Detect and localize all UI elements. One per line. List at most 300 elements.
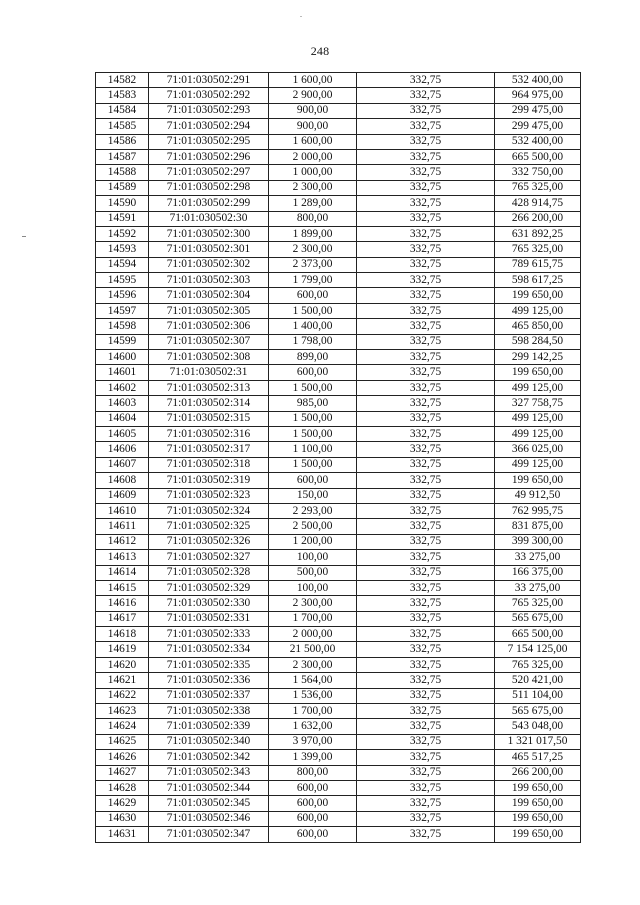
area-cell: 600,00 — [269, 796, 357, 811]
area-cell: 600,00 — [269, 780, 357, 795]
cadastral-number-cell: 71:01:030502:346 — [149, 811, 269, 826]
area-cell: 1 799,00 — [269, 273, 357, 288]
area-cell: 1 400,00 — [269, 319, 357, 334]
cadastral-number-cell: 71:01:030502:338 — [149, 704, 269, 719]
cadastral-number-cell: 71:01:030502:339 — [149, 719, 269, 734]
cadastral-value-cell: 499 125,00 — [495, 303, 581, 318]
row-number-cell: 14624 — [96, 719, 149, 734]
cadastral-number-cell: 71:01:030502:30 — [149, 211, 269, 226]
table-row — [96, 149, 581, 164]
row-number-cell: 14606 — [96, 442, 149, 457]
cadastral-value-cell: 765 325,00 — [495, 242, 581, 257]
cadastral-value-cell: 665 500,00 — [495, 149, 581, 164]
cadastral-number-cell: 71:01:030502:297 — [149, 165, 269, 180]
cadastral-number-cell: 71:01:030502:331 — [149, 611, 269, 626]
cadastral-value-cell: 565 675,00 — [495, 611, 581, 626]
table-row — [96, 103, 581, 118]
area-cell: 1 000,00 — [269, 165, 357, 180]
table-row — [96, 519, 581, 534]
unit-value-cell: 332,75 — [357, 473, 495, 488]
cadastral-number-cell: 71:01:030502:325 — [149, 519, 269, 534]
area-cell: 2 900,00 — [269, 88, 357, 103]
cadastral-value-cell: 511 104,00 — [495, 688, 581, 703]
cadastral-number-cell: 71:01:030502:329 — [149, 580, 269, 595]
cadastral-number-cell: 71:01:030502:330 — [149, 596, 269, 611]
row-number-cell: 14627 — [96, 765, 149, 780]
unit-value-cell: 332,75 — [357, 811, 495, 826]
area-cell: 150,00 — [269, 488, 357, 503]
unit-value-cell: 332,75 — [357, 426, 495, 441]
table-row — [96, 442, 581, 457]
cadastral-number-cell: 71:01:030502:327 — [149, 550, 269, 565]
cadastral-number-cell: 71:01:030502:324 — [149, 503, 269, 518]
row-number-cell: 14628 — [96, 780, 149, 795]
table-row — [96, 673, 581, 688]
cadastral-number-cell: 71:01:030502:292 — [149, 88, 269, 103]
cadastral-number-cell: 71:01:030502:342 — [149, 750, 269, 765]
cadastral-value-cell: 598 617,25 — [495, 273, 581, 288]
row-number-cell: 14625 — [96, 734, 149, 749]
cadastral-number-cell: 71:01:030502:303 — [149, 273, 269, 288]
row-number-cell: 14585 — [96, 119, 149, 134]
unit-value-cell: 332,75 — [357, 288, 495, 303]
table-row — [96, 319, 581, 334]
row-number-cell: 14615 — [96, 580, 149, 595]
cadastral-value-cell: 266 200,00 — [495, 211, 581, 226]
row-number-cell: 14602 — [96, 380, 149, 395]
row-number-cell: 14617 — [96, 611, 149, 626]
area-cell: 900,00 — [269, 119, 357, 134]
row-number-cell: 14592 — [96, 226, 149, 241]
unit-value-cell: 332,75 — [357, 519, 495, 534]
row-number-cell: 14595 — [96, 273, 149, 288]
row-number-cell: 14608 — [96, 473, 149, 488]
cadastral-value-cell: 499 125,00 — [495, 426, 581, 441]
cadastral-number-cell: 71:01:030502:343 — [149, 765, 269, 780]
table-row — [96, 273, 581, 288]
table-row — [96, 365, 581, 380]
cadastral-value-cell: 299 475,00 — [495, 119, 581, 134]
cadastral-value-cell: 765 325,00 — [495, 596, 581, 611]
area-cell: 1 700,00 — [269, 704, 357, 719]
table-row — [96, 457, 581, 472]
area-cell: 899,00 — [269, 350, 357, 365]
row-number-cell: 14618 — [96, 627, 149, 642]
cadastral-value-cell: 332 750,00 — [495, 165, 581, 180]
cadastral-value-cell: 266 200,00 — [495, 765, 581, 780]
unit-value-cell: 332,75 — [357, 350, 495, 365]
cadastral-number-cell: 71:01:030502:326 — [149, 534, 269, 549]
cadastral-number-cell: 71:01:030502:314 — [149, 396, 269, 411]
row-number-cell: 14594 — [96, 257, 149, 272]
unit-value-cell: 332,75 — [357, 242, 495, 257]
cadastral-value-cell: 565 675,00 — [495, 704, 581, 719]
row-number-cell: 14598 — [96, 319, 149, 334]
unit-value-cell: 332,75 — [357, 165, 495, 180]
cadastral-number-cell: 71:01:030502:323 — [149, 488, 269, 503]
scan-artifact — [300, 16, 302, 17]
row-number-cell: 14590 — [96, 196, 149, 211]
cadastral-value-cell: 532 400,00 — [495, 134, 581, 149]
unit-value-cell: 332,75 — [357, 503, 495, 518]
area-cell: 1 632,00 — [269, 719, 357, 734]
table-row — [96, 565, 581, 580]
unit-value-cell: 332,75 — [357, 565, 495, 580]
cadastral-value-cell: 520 421,00 — [495, 673, 581, 688]
area-cell: 2 300,00 — [269, 657, 357, 672]
unit-value-cell: 332,75 — [357, 273, 495, 288]
unit-value-cell: 332,75 — [357, 780, 495, 795]
cadastral-value-cell: 665 500,00 — [495, 627, 581, 642]
row-number-cell: 14588 — [96, 165, 149, 180]
cadastral-value-cell: 199 650,00 — [495, 365, 581, 380]
unit-value-cell: 332,75 — [357, 226, 495, 241]
cadastral-value-cell: 299 142,25 — [495, 350, 581, 365]
cadastral-value-cell: 199 650,00 — [495, 796, 581, 811]
unit-value-cell: 332,75 — [357, 673, 495, 688]
unit-value-cell: 332,75 — [357, 611, 495, 626]
cadastral-value-cell: 327 758,75 — [495, 396, 581, 411]
page-number: 248 — [310, 44, 330, 58]
cadastral-number-cell: 71:01:030502:334 — [149, 642, 269, 657]
area-cell: 800,00 — [269, 211, 357, 226]
cadastral-number-cell: 71:01:030502:336 — [149, 673, 269, 688]
cadastral-number-cell: 71:01:030502:294 — [149, 119, 269, 134]
table-row — [96, 534, 581, 549]
table-row — [96, 657, 581, 672]
area-cell: 1 798,00 — [269, 334, 357, 349]
table-row — [96, 426, 581, 441]
cadastral-number-cell: 71:01:030502:318 — [149, 457, 269, 472]
table-row — [96, 226, 581, 241]
table-row — [96, 704, 581, 719]
table-row — [96, 334, 581, 349]
row-number-cell: 14611 — [96, 519, 149, 534]
cadastral-value-cell: 399 300,00 — [495, 534, 581, 549]
row-number-cell: 14596 — [96, 288, 149, 303]
table-row — [96, 396, 581, 411]
row-number-cell: 14607 — [96, 457, 149, 472]
area-cell: 1 500,00 — [269, 426, 357, 441]
table-row — [96, 750, 581, 765]
cadastral-value-cell: 199 650,00 — [495, 811, 581, 826]
unit-value-cell: 332,75 — [357, 642, 495, 657]
table-row — [96, 165, 581, 180]
row-number-cell: 14619 — [96, 642, 149, 657]
unit-value-cell: 332,75 — [357, 596, 495, 611]
cadastral-number-cell: 71:01:030502:296 — [149, 149, 269, 164]
area-cell: 2 500,00 — [269, 519, 357, 534]
table-row — [96, 88, 581, 103]
row-number-cell: 14621 — [96, 673, 149, 688]
row-number-cell: 14623 — [96, 704, 149, 719]
row-number-cell: 14584 — [96, 103, 149, 118]
unit-value-cell: 332,75 — [357, 134, 495, 149]
area-cell: 1 536,00 — [269, 688, 357, 703]
area-cell: 600,00 — [269, 288, 357, 303]
table-row — [96, 765, 581, 780]
unit-value-cell: 332,75 — [357, 796, 495, 811]
unit-value-cell: 332,75 — [357, 704, 495, 719]
area-cell: 2 293,00 — [269, 503, 357, 518]
unit-value-cell: 332,75 — [357, 88, 495, 103]
unit-value-cell: 332,75 — [357, 180, 495, 195]
table-row — [96, 734, 581, 749]
cadastral-value-cell: 765 325,00 — [495, 180, 581, 195]
area-cell: 500,00 — [269, 565, 357, 580]
area-cell: 900,00 — [269, 103, 357, 118]
table-row — [96, 242, 581, 257]
unit-value-cell: 332,75 — [357, 534, 495, 549]
row-number-cell: 14609 — [96, 488, 149, 503]
table-row — [96, 288, 581, 303]
cadastral-number-cell: 71:01:030502:304 — [149, 288, 269, 303]
unit-value-cell: 332,75 — [357, 719, 495, 734]
table-row — [96, 642, 581, 657]
cadastral-value-cell: 428 914,75 — [495, 196, 581, 211]
area-cell: 1 700,00 — [269, 611, 357, 626]
row-number-cell: 14589 — [96, 180, 149, 195]
unit-value-cell: 332,75 — [357, 103, 495, 118]
area-cell: 600,00 — [269, 365, 357, 380]
area-cell: 1 564,00 — [269, 673, 357, 688]
cadastral-value-cell: 631 892,25 — [495, 226, 581, 241]
table-row — [96, 611, 581, 626]
area-cell: 800,00 — [269, 765, 357, 780]
area-cell: 1 600,00 — [269, 134, 357, 149]
cadastral-number-cell: 71:01:030502:328 — [149, 565, 269, 580]
table-body — [96, 73, 581, 843]
row-number-cell: 14631 — [96, 827, 149, 842]
row-number-cell: 14620 — [96, 657, 149, 672]
unit-value-cell: 332,75 — [357, 303, 495, 318]
cadastral-value-cell: 465 517,25 — [495, 750, 581, 765]
table-row — [96, 350, 581, 365]
table-row — [96, 627, 581, 642]
row-number-cell: 14593 — [96, 242, 149, 257]
cadastral-value-cell: 199 650,00 — [495, 780, 581, 795]
unit-value-cell: 332,75 — [357, 488, 495, 503]
unit-value-cell: 332,75 — [357, 657, 495, 672]
cadastral-value-cell: 765 325,00 — [495, 657, 581, 672]
cadastral-value-cell: 166 375,00 — [495, 565, 581, 580]
area-cell: 2 300,00 — [269, 180, 357, 195]
cadastral-number-cell: 71:01:030502:316 — [149, 426, 269, 441]
cadastral-number-cell: 71:01:030502:335 — [149, 657, 269, 672]
unit-value-cell: 332,75 — [357, 411, 495, 426]
cadastral-number-cell: 71:01:030502:315 — [149, 411, 269, 426]
table-row — [96, 380, 581, 395]
cadastral-number-cell: 71:01:030502:345 — [149, 796, 269, 811]
table-row — [96, 688, 581, 703]
area-cell: 1 200,00 — [269, 534, 357, 549]
cadastral-number-cell: 71:01:030502:306 — [149, 319, 269, 334]
cadastral-number-cell: 71:01:030502:298 — [149, 180, 269, 195]
area-cell: 1 100,00 — [269, 442, 357, 457]
cadastral-value-cell: 598 284,50 — [495, 334, 581, 349]
row-number-cell: 14605 — [96, 426, 149, 441]
cadastral-number-cell: 71:01:030502:295 — [149, 134, 269, 149]
table-row — [96, 596, 581, 611]
cadastral-number-cell: 71:01:030502:313 — [149, 380, 269, 395]
row-number-cell: 14601 — [96, 365, 149, 380]
cadastral-number-cell: 71:01:030502:337 — [149, 688, 269, 703]
cadastral-value-cell: 1 321 017,50 — [495, 734, 581, 749]
row-number-cell: 14610 — [96, 503, 149, 518]
cadastral-value-cell: 831 875,00 — [495, 519, 581, 534]
area-cell: 100,00 — [269, 550, 357, 565]
cadastral-number-cell: 71:01:030502:333 — [149, 627, 269, 642]
unit-value-cell: 332,75 — [357, 211, 495, 226]
row-number-cell: 14591 — [96, 211, 149, 226]
area-cell: 2 300,00 — [269, 242, 357, 257]
unit-value-cell: 332,75 — [357, 750, 495, 765]
unit-value-cell: 332,75 — [357, 380, 495, 395]
row-number-cell: 14597 — [96, 303, 149, 318]
row-number-cell: 14582 — [96, 73, 149, 88]
cadastral-number-cell: 71:01:030502:347 — [149, 827, 269, 842]
cadastral-value-cell: 33 275,00 — [495, 550, 581, 565]
cadastral-number-cell: 71:01:030502:308 — [149, 350, 269, 365]
area-cell: 3 970,00 — [269, 734, 357, 749]
area-cell: 2 373,00 — [269, 257, 357, 272]
cadastral-value-table — [95, 72, 581, 843]
row-number-cell: 14612 — [96, 534, 149, 549]
row-number-cell: 14613 — [96, 550, 149, 565]
unit-value-cell: 332,75 — [357, 196, 495, 211]
cadastral-value-cell: 366 025,00 — [495, 442, 581, 457]
area-cell: 600,00 — [269, 827, 357, 842]
unit-value-cell: 332,75 — [357, 334, 495, 349]
cadastral-value-cell: 7 154 125,00 — [495, 642, 581, 657]
table-row — [96, 119, 581, 134]
unit-value-cell: 332,75 — [357, 827, 495, 842]
cadastral-value-cell: 199 650,00 — [495, 827, 581, 842]
cadastral-value-cell: 499 125,00 — [495, 380, 581, 395]
cadastral-value-cell: 789 615,75 — [495, 257, 581, 272]
area-cell: 600,00 — [269, 811, 357, 826]
unit-value-cell: 332,75 — [357, 688, 495, 703]
row-number-cell: 14626 — [96, 750, 149, 765]
row-number-cell: 14616 — [96, 596, 149, 611]
cadastral-number-cell: 71:01:030502:291 — [149, 73, 269, 88]
row-number-cell: 14599 — [96, 334, 149, 349]
cadastral-number-cell: 71:01:030502:301 — [149, 242, 269, 257]
cadastral-number-cell: 71:01:030502:300 — [149, 226, 269, 241]
table-row — [96, 180, 581, 195]
area-cell: 985,00 — [269, 396, 357, 411]
table-row — [96, 73, 581, 88]
table-row — [96, 303, 581, 318]
cadastral-number-cell: 71:01:030502:340 — [149, 734, 269, 749]
cadastral-value-cell: 33 275,00 — [495, 580, 581, 595]
cadastral-number-cell: 71:01:030502:302 — [149, 257, 269, 272]
table-row — [96, 473, 581, 488]
row-number-cell: 14629 — [96, 796, 149, 811]
table-row — [96, 580, 581, 595]
unit-value-cell: 332,75 — [357, 319, 495, 334]
table-row — [96, 411, 581, 426]
area-cell: 1 500,00 — [269, 411, 357, 426]
unit-value-cell: 332,75 — [357, 396, 495, 411]
unit-value-cell: 332,75 — [357, 119, 495, 134]
cadastral-value-cell: 532 400,00 — [495, 73, 581, 88]
cadastral-value-cell: 299 475,00 — [495, 103, 581, 118]
table-row — [96, 796, 581, 811]
row-number-cell: 14614 — [96, 565, 149, 580]
row-number-cell: 14604 — [96, 411, 149, 426]
table-row — [96, 488, 581, 503]
cadastral-value-cell: 465 850,00 — [495, 319, 581, 334]
area-cell: 1 399,00 — [269, 750, 357, 765]
scan-artifact — [22, 236, 26, 237]
cadastral-number-cell: 71:01:030502:307 — [149, 334, 269, 349]
unit-value-cell: 332,75 — [357, 627, 495, 642]
unit-value-cell: 332,75 — [357, 442, 495, 457]
table-row — [96, 503, 581, 518]
unit-value-cell: 332,75 — [357, 73, 495, 88]
area-cell: 1 600,00 — [269, 73, 357, 88]
area-cell: 1 289,00 — [269, 196, 357, 211]
area-cell: 1 500,00 — [269, 303, 357, 318]
cadastral-value-cell: 49 912,50 — [495, 488, 581, 503]
unit-value-cell: 332,75 — [357, 257, 495, 272]
row-number-cell: 14583 — [96, 88, 149, 103]
cadastral-value-cell: 199 650,00 — [495, 473, 581, 488]
area-cell: 2 300,00 — [269, 596, 357, 611]
row-number-cell: 14586 — [96, 134, 149, 149]
cadastral-number-cell: 71:01:030502:319 — [149, 473, 269, 488]
table-row — [96, 550, 581, 565]
table-row — [96, 811, 581, 826]
unit-value-cell: 332,75 — [357, 734, 495, 749]
cadastral-number-cell: 71:01:030502:31 — [149, 365, 269, 380]
cadastral-number-cell: 71:01:030502:305 — [149, 303, 269, 318]
area-cell: 2 000,00 — [269, 149, 357, 164]
table-row — [96, 719, 581, 734]
row-number-cell: 14603 — [96, 396, 149, 411]
unit-value-cell: 332,75 — [357, 457, 495, 472]
area-cell: 1 500,00 — [269, 380, 357, 395]
cadastral-value-cell: 499 125,00 — [495, 411, 581, 426]
table-row — [96, 134, 581, 149]
area-cell: 1 500,00 — [269, 457, 357, 472]
cadastral-value-cell: 199 650,00 — [495, 288, 581, 303]
unit-value-cell: 332,75 — [357, 550, 495, 565]
area-cell: 600,00 — [269, 473, 357, 488]
table-row — [96, 780, 581, 795]
cadastral-number-cell: 71:01:030502:293 — [149, 103, 269, 118]
unit-value-cell: 332,75 — [357, 149, 495, 164]
unit-value-cell: 332,75 — [357, 365, 495, 380]
area-cell: 1 899,00 — [269, 226, 357, 241]
row-number-cell: 14600 — [96, 350, 149, 365]
table-row — [96, 827, 581, 842]
table-row — [96, 257, 581, 272]
unit-value-cell: 332,75 — [357, 580, 495, 595]
unit-value-cell: 332,75 — [357, 765, 495, 780]
row-number-cell: 14630 — [96, 811, 149, 826]
cadastral-value-cell: 964 975,00 — [495, 88, 581, 103]
row-number-cell: 14587 — [96, 149, 149, 164]
cadastral-value-cell: 499 125,00 — [495, 457, 581, 472]
area-cell: 100,00 — [269, 580, 357, 595]
cadastral-value-cell: 543 048,00 — [495, 719, 581, 734]
cadastral-number-cell: 71:01:030502:299 — [149, 196, 269, 211]
row-number-cell: 14622 — [96, 688, 149, 703]
cadastral-value-cell: 762 995,75 — [495, 503, 581, 518]
area-cell: 21 500,00 — [269, 642, 357, 657]
